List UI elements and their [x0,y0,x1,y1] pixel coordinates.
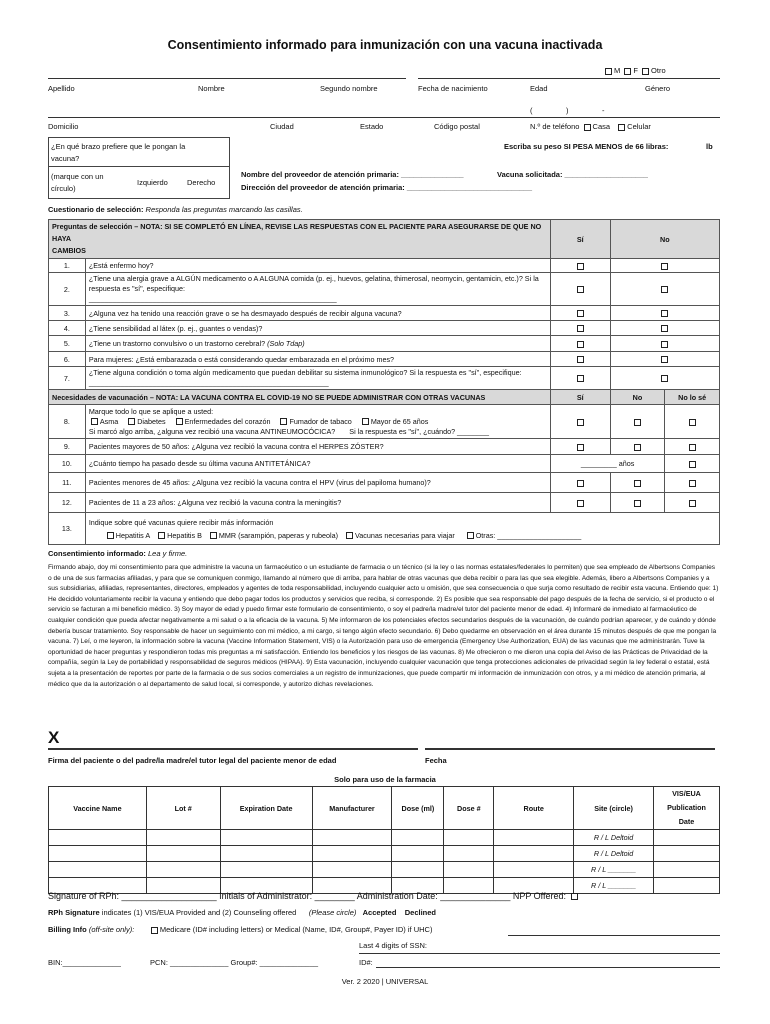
q3-no-checkbox[interactable] [661,310,668,317]
billing-line[interactable] [508,935,720,936]
phone-paren-close: ) [566,106,569,115]
heart-disease-checkbox[interactable] [176,418,183,425]
date-label: Fecha [425,756,447,765]
q12-yes-checkbox[interactable] [577,500,584,507]
q7-yes-checkbox[interactable] [577,375,584,382]
date-line[interactable] [425,748,715,750]
table-row: 8. Marque todo lo que se aplique a usted: Asma Diabetes Enfermedades del corazón Fumador de tabaco Mayor de 65 años Si marcó algo arriba, ¿alguna vez recibió una vacuna ANTINEUMOCÓCICA? Si la respuesta es "sí", ¿cuándo? ________ [49,405,720,439]
q11-dontknow-checkbox[interactable] [689,480,696,487]
mmr-checkbox[interactable] [210,532,217,539]
signature-label: Firma del paciente o del padre/la madre/el tutor legal del paciente menor de edad [48,756,337,765]
q10-dontknow-checkbox[interactable] [689,461,696,468]
last-name-label: Apellido [48,84,75,93]
site-cell[interactable]: R / L Deltoid [574,830,654,846]
ssn-label: Last 4 digits of SSN: [359,941,427,950]
first-name-label: Nombre [198,84,225,93]
question-3: ¿Alguna vez ha tenido una reacción grave o se ha desmayado después de recibir alguna vacuna? [85,306,550,321]
screening-header: Preguntas de selección – NOTA: SI SE COMPLETÓ EN LÍNEA, REVISE LAS RESPUESTAS CON EL PACIENTE PARA ASEGURARSE DE QUE NO HAYA CAMBIOS [49,220,551,259]
zip-label: Código postal [434,122,480,131]
signature-x: X [48,728,60,747]
q3-yes-checkbox[interactable] [577,310,584,317]
accepted-option[interactable]: Accepted [362,908,397,917]
pharmacy-table [48,786,720,894]
question-1: ¿Está enfermo hoy? [85,259,550,273]
q4-no-checkbox[interactable] [661,325,668,332]
q2-no-checkbox[interactable] [661,286,668,293]
billing-info: Billing Info (off-site only): Medicare (ID# including letters) or Medical (Name, ID#, Group#, Payer ID) if UHC) [48,925,433,934]
provider-name-field[interactable]: Nombre del proveedor de atención primaria: _______________ [241,170,464,179]
q12-dontknow-checkbox[interactable] [689,500,696,507]
screening-table [48,219,720,545]
consent-title: Consentimiento informado: Lea y firme. [48,549,188,558]
phone-cell-checkbox[interactable] [618,124,625,131]
q11-no-checkbox[interactable] [634,480,641,487]
table-row: 5. ¿Tiene un trastorno convulsivo o un trastorno cerebral? (Solo Tdap) [49,336,720,352]
diabetes-checkbox[interactable] [128,418,135,425]
gender-f-checkbox[interactable] [624,68,631,75]
arm-right-option[interactable]: Derecho [187,178,216,187]
vaccination-needs-header-row: Necesidades de vacunación – NOTA: LA VACUNA CONTRA EL COVID-19 NO SE PUEDE ADMINISTRAR CON OTRAS VACUNAS Sí No No lo sé [49,390,720,405]
weight-label: Escriba su peso SI PESA MENOS de 66 libras: [504,142,669,151]
table-row: 4. ¿Tiene sensibilidad al látex (p. ej., guantes o vendas)? [49,321,720,336]
city-label: Ciudad [270,122,294,131]
version-label: Ver. 2 2020 | UNIVERSAL [341,977,429,986]
q9-dontknow-checkbox[interactable] [689,444,696,451]
no-header: No [610,220,719,259]
table-row: 2. ¿Tiene una alergia grave a ALGÚN medicamento o A ALGUNA comida (p. ej., huevos, gelatina, thimerosal, neomycin, gentamicin, etc.)? Si la respuesta es "sí", especifique: ______________________________________________________________ [49,273,720,306]
question-10: ¿Cuánto tiempo ha pasado desde su última vacuna ANTITETÁNICA? [85,455,550,473]
asthma-checkbox[interactable] [91,418,98,425]
table-row [49,862,720,878]
site-cell[interactable]: R / L Deltoid [574,846,654,862]
table-row: 3. ¿Alguna vez ha tenido una reacción grave o se ha desmayado después de recibir alguna vacuna? [49,306,720,321]
arm-box-divider [48,166,229,167]
site-cell[interactable]: R / L _______ [574,862,654,878]
smoker-checkbox[interactable] [280,418,287,425]
q1-yes-checkbox[interactable] [577,263,584,270]
address-line[interactable] [48,117,720,118]
gender-other-checkbox[interactable] [642,68,649,75]
question-7: ¿Tiene alguna condición o toma algún medicamento que puedan debilitar su sistema inmunológico? Si la respuesta es "sí", especifique: ____________________________________________________________ [85,367,550,390]
questionnaire-title: Cuestionario de selección: Responda las preguntas marcando las casillas. [48,205,303,214]
q12-no-checkbox[interactable] [634,500,641,507]
q6-yes-checkbox[interactable] [577,356,584,363]
q11-yes-checkbox[interactable] [577,480,584,487]
question-6: Para mujeres: ¿Está embarazada o está considerando quedar embarazada en el próximo mes? [85,352,550,367]
table-row: 1. ¿Está enfermo hoy? [49,259,720,273]
table-row: 6. Para mujeres: ¿Está embarazada o está considerando quedar embarazada en el próximo mes? [49,352,720,367]
rph-signature-line: Signature of RPh: ___________________ Initials of Administrator: ________ Administration Date: ______________ NPP Offered: [48,891,580,901]
q9-yes-checkbox[interactable] [577,444,584,451]
question-4: ¿Tiene sensibilidad al látex (p. ej., guantes o vendas)? [85,321,550,336]
pharmacy-header-row: Vaccine Name Lot # Expiration Date Manufacturer Dose (ml) Dose # Route Site (circle) VIS/EUA Publication Date [49,787,720,830]
travel-vaccines-checkbox[interactable] [346,532,353,539]
q7-no-checkbox[interactable] [661,375,668,382]
bin-field[interactable]: BIN:______________ [48,958,121,967]
table-row [49,846,720,862]
q5-no-checkbox[interactable] [661,341,668,348]
yes-header: Sí [550,220,610,259]
arm-mark-hint-2: círculo) [51,184,76,193]
question-9: Pacientes mayores de 50 años: ¿Alguna vez recibió la vacuna contra el HERPES ZÓSTER? [85,439,550,455]
id-label: ID#: [359,958,373,967]
question-2: ¿Tiene una alergia grave a ALGÚN medicamento o A ALGUNA comida (p. ej., huevos, gelatina, thimerosal, neomycin, gentamicin, etc.)? Si la respuesta es "sí", especifique: ______________________________________________________________ [85,273,550,306]
question-5: ¿Tiene un trastorno convulsivo o un trastorno cerebral? (Solo Tdap) [85,336,550,352]
gender-options: M F Otro [603,66,666,75]
table-row: 9. Pacientes mayores de 50 años: ¿Alguna vez recibió la vacuna contra el HERPES ZÓSTER? [49,439,720,455]
consent-text: Firmando abajo, doy mi consentimiento para que administre la vacuna un farmacéutico o un estudiante de farmacia o un técnico (si la ley o las normas estatales/federales lo permiten) que sea empleado de Albertsons Companies o de una de sus farmacias afiliadas, y para que se comuniquen conmigo, llamando al número que di arriba, para hablar de otras vacunas que deba recibir o para las que sea elegible. Además, libero a Albertsons Companies y a sus subsidiarias, afiliadas, representantes, directores, empleados y agentes de toda responsabilidad, incluyendo cualquier acto u omisión, que sea consecuencia o que surja como resultado de recibir esta vacuna. Entiendo que: 1) He decidido voluntariamente recibir la vacuna y entiendo que debo pagar todos los productos y servicios que reciba, si corresponde. 2) Es posible que sea responsable del pago después de la fecha de servicio, si el producto o el servicio se facturan a mi beneficio médico. 3) Soy mayor de edad y puedo firmar este formulario de consentimiento, o soy el padre/la madre/el tutor del paciente menor de edad. 4) Informaré de inmediato al farmacéutico de cualquier condición que pueda afectar negativamente a mi salud o a la eficacia de la vacuna. 5) Me informaron de los potenciales efectos secundarios después de la vacunación, de cuándo podrían aparecer, y de cuándo y dónde debería buscar tratamiento. Soy responsable de hacer un seguimiento con mi médico, a mi cargo, si tengo algún efecto secundario. 6) Debo quedarme en observación en el área durante 15 minutos después de que me pongan la vacuna. 7) Leí, o me leyeron, la información sobre la vacuna (Vaccine Information Statement, VIS) o la Autorización para uso de emergencia (Emergency Use Authorization, EUA) de las vacunas que me administrarán. Tuve la oportunidad de hacer preguntas y respondieron todas mis preguntas a mi satisfacción. Entiendo los beneficios y los riesgos de las vacunas. 8) Me ofrecieron o me dieron una copia del Aviso de las Prácticas de Privacidad de la compañía, según la Ley de portabilidad y responsabilidad de seguros médicos (HIPAA). 9) Esta vacunación, incluyendo cualquier vacunación que tenga protecciones adicionales de privacidad según la ley federal o estatal, está sujeta a la presentación de reportes por parte de la farmacia o de sus socios comerciales a un registro de inmunizaciones, que puede compartir mi información de inmunización con otros, y a mi médico de atención primaria, al médico que da la autorización o al departamento de salud local, si corresponde, y autorizo dichas revelaciones. [48,564,719,688]
arm-question-2: vacuna? [51,154,80,163]
phone-dash: - [602,106,605,115]
site-cell[interactable]: R / L _______ [574,878,654,894]
npp-offered-checkbox[interactable] [571,893,578,900]
ssn-line[interactable] [359,953,720,954]
dob-label: Fecha de nacimiento [418,84,488,93]
table-row: 12. Pacientes de 11 a 23 años: ¿Alguna vez recibió la vacuna contra la meningitis? [49,493,720,513]
medicare-checkbox[interactable] [151,927,158,934]
q5-yes-checkbox[interactable] [577,341,584,348]
weight-unit: lb [706,142,713,151]
arm-question: ¿En qué brazo prefiere que le pongan la [51,142,186,151]
q8-dontknow-checkbox[interactable] [689,419,696,426]
question-12: Pacientes de 11 a 23 años: ¿Alguna vez recibió la vacuna contra la meningitis? [85,493,550,513]
pcn-group-field[interactable]: PCN: ______________ Group#: ______________ [150,958,319,967]
screening-header-row [49,220,720,259]
q1-no-checkbox[interactable] [661,263,668,270]
age-label: Edad [530,84,548,93]
gender-m-checkbox[interactable] [605,68,612,75]
question-13: Indique sobre qué vacunas quiere recibir más información Hepatitis A Hepatitis B MMR (sarampión, paperas y rubeola) Vacunas necesarias para viajar Otras: _____________________ [85,513,719,545]
dob-line[interactable] [418,78,720,79]
table-row: 7. ¿Tiene alguna condición o toma algún medicamento que puedan debilitar su sistema inmunológico? Si la respuesta es "sí", especifique: ____________________________________________________________ [49,367,720,390]
vaccine-requested-field[interactable]: Vacuna solicitada: ____________________ [497,170,648,179]
q4-yes-checkbox[interactable] [577,325,584,332]
over-65-checkbox[interactable] [362,418,369,425]
table-row: 13. Indique sobre qué vacunas quiere recibir más información Hepatitis A Hepatitis B MMR (sarampión, paperas y rubeola) Vacunas necesarias para viajar Otras: _____________________ [49,513,720,545]
arm-left-option[interactable]: Izquierdo [137,178,168,187]
vaccination-needs-header: Necesidades de vacunación – NOTA: LA VACUNA CONTRA EL COVID-19 NO SE PUEDE ADMINISTRAR CON OTRAS VACUNAS [49,390,551,405]
provider-address-field[interactable]: Dirección del proveedor de atención primaria: ______________________________ [241,183,533,192]
state-label: Estado [360,122,384,131]
phone-home-checkbox[interactable] [584,124,591,131]
rph-signature-note: RPh Signature indicates (1) VIS/EUA Provided and (2) Counseling offered (Please circle) Accepted Declined [48,908,437,917]
q2-yes-checkbox[interactable] [577,286,584,293]
middle-name-label: Segundo nombre [320,84,378,93]
id-line[interactable] [376,967,720,968]
q8-yes-checkbox[interactable] [577,419,584,426]
pharmacy-use-title: Solo para uso de la farmacia [334,775,436,784]
question-8: Marque todo lo que se aplique a usted: Asma Diabetes Enfermedades del corazón Fumador de tabaco Mayor de 65 años Si marcó algo arriba, ¿alguna vez recibió una vacuna ANTINEUMOCÓCICA? Si la respuesta es "sí", ¿cuándo? ________ [85,405,550,439]
q6-no-checkbox[interactable] [661,356,668,363]
name-line[interactable] [48,78,406,79]
table-row: 10. ¿Cuánto tiempo ha pasado desde su última vacuna ANTITETÁNICA? _________ años [49,455,720,473]
q8-no-checkbox[interactable] [634,419,641,426]
table-row [49,830,720,846]
question-11: Pacientes menores de 45 años: ¿Alguna vez recibió la vacuna contra el HPV (virus del papiloma humano)? [85,473,550,493]
phone-label: N.º de teléfono Casa Celular [530,122,651,131]
signature-line[interactable] [48,748,418,750]
q9-no-checkbox[interactable] [634,444,641,451]
phone-paren-open: ( [530,106,533,115]
gender-label: Género [645,84,671,93]
arm-mark-hint: (marque con un [51,172,104,181]
other-vaccines-checkbox[interactable] [467,532,474,539]
hep-b-checkbox[interactable] [158,532,165,539]
hep-a-checkbox[interactable] [107,532,114,539]
table-row: 11. Pacientes menores de 45 años: ¿Alguna vez recibió la vacuna contra el HPV (virus del papiloma humano)? [49,473,720,493]
form-title: Consentimiento informado para inmunización con una vacuna inactivada [167,38,603,52]
declined-option[interactable]: Declined [404,908,437,917]
tetanus-years-field[interactable]: _________ años [550,455,664,473]
address-label: Domicilio [48,122,79,131]
